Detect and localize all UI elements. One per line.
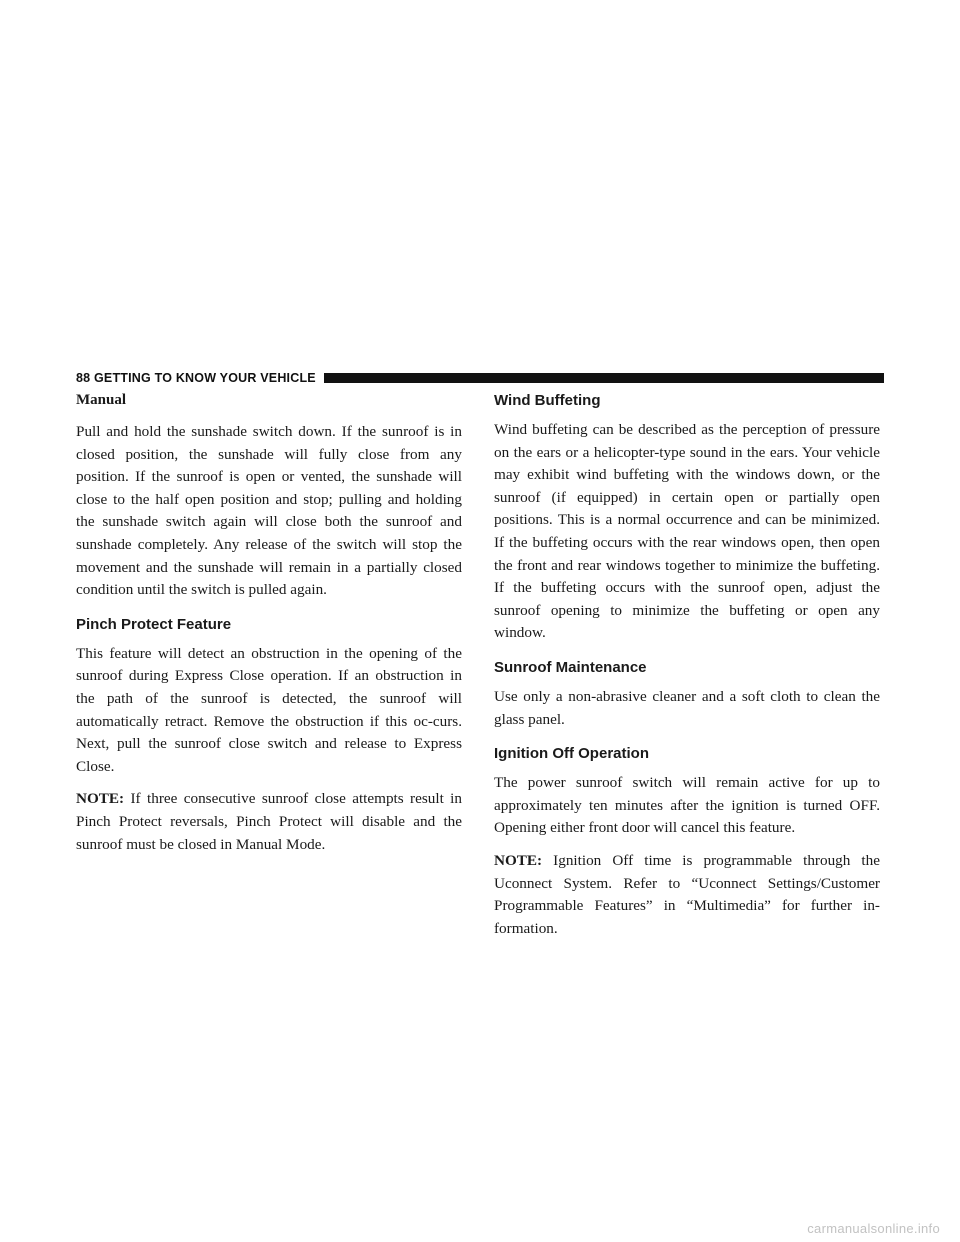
sunroof-maintenance-paragraph: Use only a non-abrasive cleaner and a soft cloth to clean the glass panel. — [494, 687, 880, 728]
manual-subheading: Manual — [76, 392, 127, 408]
note-text: Ignition Off time is programmable through the Uconnect System. Refer to “Uconnect Settings/Customer Programmable Features” in “Multimedia” for further in-formation. — [494, 851, 880, 937]
header-rule — [324, 373, 884, 383]
section-title: GETTING TO KNOW YOUR VEHICLE — [94, 371, 316, 385]
header-text — [76, 371, 316, 385]
page-number: 88 — [76, 371, 91, 385]
note-text: If three consecutive sunroof close attempts result in Pinch Protect reversals, Pinch Protect will disable and the sunroof must be closed in Manual Mode. — [76, 790, 462, 853]
ignition-off-heading: Ignition Off Operation — [494, 745, 649, 763]
left-column — [76, 392, 462, 866]
sunroof-maintenance-heading: Sunroof Maintenance — [494, 658, 647, 676]
ignition-off-note — [494, 850, 880, 940]
page-header — [76, 371, 884, 385]
note-label: NOTE: — [76, 790, 125, 808]
wind-buffeting-heading: Wind Buffeting — [494, 392, 601, 409]
ignition-off-paragraph: The power sunroof switch will remain active for up to approximately ten minutes after the ignition is turned OFF. Opening either front door will cancel this feature. — [494, 774, 880, 837]
pinch-protect-note — [76, 788, 462, 856]
wind-buffeting-paragraph: Wind buffeting can be described as the perception of pressure on the ears or a helicopter-type sound in the ears. Your vehicle may exhibit wind buffeting with the windows down, or the sunroof (if equipped) in certain open or partially open positions. This is a normal occurrence and can be minimized. If the buffeting occurs with the rear windows open, then open the front and rear windows together to minimize the buffeting. If the buffeting occurs with the sunroof open, adjust the sunroof opening to minimize the buffeting or open any window. — [494, 421, 880, 642]
pinch-protect-heading: Pinch Protect Feature — [76, 615, 232, 633]
pinch-protect-paragraph: This feature will detect an obstruction in the opening of the sunroof during Express Close operation. If an obstruction in the path of the sunroof is detected, the sunroof will automatically retract. Remove the obstruction if this oc-curs. Next, pull the sunroof close switch and release to Express Close. — [76, 644, 462, 775]
right-column — [494, 392, 880, 950]
manual-paragraph: Pull and hold the sunshade switch down. If the sunroof is in closed position, the sunshade will fully close from any position. If the sunroof is open or vented, the sunshade will close to the half open position and stop; pulling and holding the sunshade switch again will close both the sunroof and sunshade completely. Any release of the switch will stop the movement and the sunshade will remain in a partially closed condition until the switch is pulled again. — [76, 423, 462, 599]
watermark: carmanualsonline.info — [807, 1221, 940, 1236]
note-label: NOTE: — [494, 851, 543, 869]
